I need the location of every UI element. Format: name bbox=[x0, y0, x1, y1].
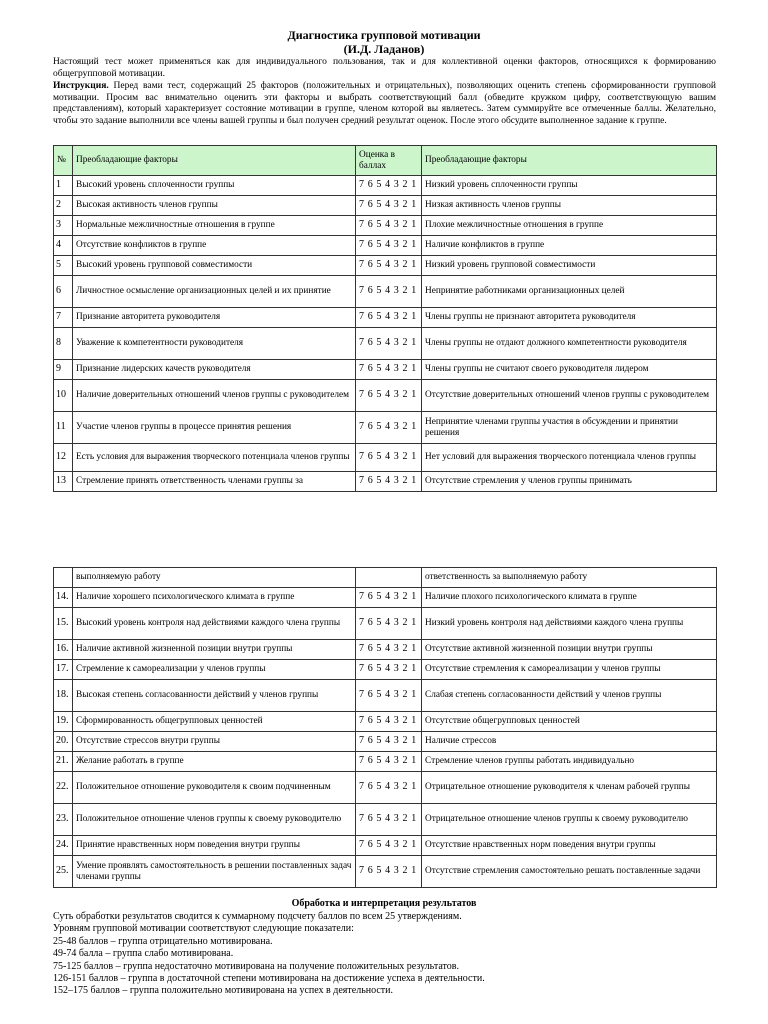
continuation-row bbox=[54, 568, 717, 588]
row-score: 7 6 5 4 3 2 1 bbox=[356, 856, 422, 888]
row-right-factor: Низкий уровень сплоченности группы bbox=[422, 176, 717, 196]
table-row bbox=[54, 712, 717, 732]
row-right-factor: Отсутствие активной жизненной позиции внутри группы bbox=[422, 640, 717, 660]
row-score: 7 6 5 4 3 2 1 bbox=[356, 236, 422, 256]
row-num: 2 bbox=[54, 196, 73, 216]
row-num: 9 bbox=[54, 360, 73, 380]
row-num: 18. bbox=[54, 680, 73, 712]
row-score: 7 6 5 4 3 2 1 bbox=[356, 360, 422, 380]
row-left-factor: Высокий уровень контроля над действиями каждого члена группы bbox=[73, 608, 356, 640]
factors-table-part1 bbox=[53, 145, 717, 492]
row-right-factor: Члены группы не признают авторитета руководителя bbox=[422, 308, 717, 328]
table-row bbox=[54, 412, 717, 444]
row-score: 7 6 5 4 3 2 1 bbox=[356, 256, 422, 276]
row-score: 7 6 5 4 3 2 1 bbox=[356, 712, 422, 732]
row-num: 10 bbox=[54, 380, 73, 412]
row-right-factor: ответственность за выполняемую работу bbox=[422, 568, 717, 588]
row-right-factor: Низкий уровень контроля над действиями каждого члена группы bbox=[422, 608, 717, 640]
row-right-factor: Отрицательное отношение членов группы к своему руководителю bbox=[422, 804, 717, 836]
row-right-factor: Наличие плохого психологического климата в группе bbox=[422, 588, 717, 608]
row-left-factor: Стремление принять ответственность членами группы за bbox=[73, 472, 356, 492]
row-right-factor: Отрицательное отношение руководителя к членам рабочей группы bbox=[422, 772, 717, 804]
row-score: 7 6 5 4 3 2 1 bbox=[356, 752, 422, 772]
row-right-factor: Отсутствие стремления к самореализации у членов группы bbox=[422, 660, 717, 680]
intro-text: Настоящий тест может применяться как для индивидуального пользования, так и для коллективной оценки факторов, относящихся к формированию общегрупповой мотивации. bbox=[53, 57, 716, 79]
row-right-factor: Отсутствие стремления у членов группы принимать bbox=[422, 472, 717, 492]
row-num: 14. bbox=[54, 588, 73, 608]
results-line: 25-48 баллов – группа отрицательно мотивирована. bbox=[53, 935, 273, 947]
row-right-factor: Плохие межличностные отношения в группе bbox=[422, 216, 717, 236]
intro-paragraph bbox=[53, 57, 716, 80]
row-num: 5 bbox=[54, 256, 73, 276]
row-right-factor: Стремление членов группы работать индивидуально bbox=[422, 752, 717, 772]
table-row bbox=[54, 444, 717, 472]
row-left-factor: Умение проявлять самостоятельность в решении поставленных задач членами группы bbox=[73, 856, 356, 888]
row-score: 7 6 5 4 3 2 1 bbox=[356, 176, 422, 196]
row-left-factor: Сформированность общегрупповых ценностей bbox=[73, 712, 356, 732]
table-row bbox=[54, 856, 717, 888]
row-left-factor: Наличие доверительных отношений членов группы с руководителем bbox=[73, 380, 356, 412]
instruction-label: Инструкция. bbox=[53, 81, 109, 91]
row-left-factor: Наличие активной жизненной позиции внутри группы bbox=[73, 640, 356, 660]
row-right-factor: Отсутствие стремления самостоятельно решать поставленные задачи bbox=[422, 856, 717, 888]
table-row bbox=[54, 236, 717, 256]
table-row bbox=[54, 308, 717, 328]
table-row bbox=[54, 752, 717, 772]
table-row bbox=[54, 680, 717, 712]
row-right-factor: Отсутствие нравственных норм поведения внутри группы bbox=[422, 836, 717, 856]
document-title: Диагностика групповой мотивации bbox=[287, 28, 481, 42]
header-num: № bbox=[54, 146, 73, 176]
table-row bbox=[54, 608, 717, 640]
row-score: 7 6 5 4 3 2 1 bbox=[356, 444, 422, 472]
row-left-factor: Желание работать в группе bbox=[73, 752, 356, 772]
row-score: 7 6 5 4 3 2 1 bbox=[356, 380, 422, 412]
row-left-factor: Признание авторитета руководителя bbox=[73, 308, 356, 328]
row-num: 12 bbox=[54, 444, 73, 472]
row-num: 4 bbox=[54, 236, 73, 256]
row-left-factor: Нормальные межличностные отношения в группе bbox=[73, 216, 356, 236]
row-score: 7 6 5 4 3 2 1 bbox=[356, 196, 422, 216]
table-row bbox=[54, 216, 717, 236]
table-row bbox=[54, 380, 717, 412]
table-row bbox=[54, 772, 717, 804]
results-line: 126-151 баллов – группа в достаточной степени мотивирована на достижение успеха в деятельности. bbox=[53, 973, 485, 985]
row-num: 17. bbox=[54, 660, 73, 680]
row-num: 1 bbox=[54, 176, 73, 196]
row-right-factor: Наличие стрессов bbox=[422, 732, 717, 752]
results-text bbox=[53, 911, 716, 998]
row-left-factor: выполняемую работу bbox=[73, 568, 356, 588]
header-factors-left: Преобладающие факторы bbox=[73, 146, 356, 176]
row-right-factor: Непринятие работниками организационных целей bbox=[422, 276, 717, 308]
row-right-factor: Нет условий для выражения творческого потенциала членов группы bbox=[422, 444, 717, 472]
row-num: 15. bbox=[54, 608, 73, 640]
row-left-factor: Стремление к самореализации у членов группы bbox=[73, 660, 356, 680]
instruction-paragraph bbox=[53, 81, 716, 127]
results-line: Уровням групповой мотивации соответствуют следующие показатели: bbox=[53, 923, 354, 935]
header-score: Оценка в баллах bbox=[356, 146, 422, 176]
row-num bbox=[54, 568, 73, 588]
row-left-factor: Высокая степень согласованности действий у членов группы bbox=[73, 680, 356, 712]
table-row bbox=[54, 640, 717, 660]
row-num: 3 bbox=[54, 216, 73, 236]
row-score: 7 6 5 4 3 2 1 bbox=[356, 680, 422, 712]
row-score: 7 6 5 4 3 2 1 bbox=[356, 328, 422, 360]
row-score: 7 6 5 4 3 2 1 bbox=[356, 608, 422, 640]
row-score: 7 6 5 4 3 2 1 bbox=[356, 772, 422, 804]
table-row bbox=[54, 472, 717, 492]
row-score: 7 6 5 4 3 2 1 bbox=[356, 308, 422, 328]
table-row bbox=[54, 804, 717, 836]
row-right-factor: Низкий уровень групповой совместимости bbox=[422, 256, 717, 276]
table-row bbox=[54, 176, 717, 196]
row-score bbox=[356, 568, 422, 588]
table-row bbox=[54, 836, 717, 856]
row-score: 7 6 5 4 3 2 1 bbox=[356, 276, 422, 308]
table-header-row bbox=[54, 146, 717, 176]
row-num: 7 bbox=[54, 308, 73, 328]
table-row bbox=[54, 256, 717, 276]
row-left-factor: Отсутствие стрессов внутри группы bbox=[73, 732, 356, 752]
table-row bbox=[54, 276, 717, 308]
row-num: 23. bbox=[54, 804, 73, 836]
row-left-factor: Высокая активность членов группы bbox=[73, 196, 356, 216]
row-left-factor: Участие членов группы в процессе принятия решения bbox=[73, 412, 356, 444]
row-right-factor: Низкая активность членов группы bbox=[422, 196, 717, 216]
row-num: 21. bbox=[54, 752, 73, 772]
row-left-factor: Отсутствие конфликтов в группе bbox=[73, 236, 356, 256]
row-left-factor: Есть условия для выражения творческого потенциала членов группы bbox=[73, 444, 356, 472]
results-line: 75-125 баллов – группа недостаточно мотивирована на получение положительных результатов. bbox=[53, 960, 459, 972]
table-row bbox=[54, 660, 717, 680]
row-score: 7 6 5 4 3 2 1 bbox=[356, 660, 422, 680]
row-num: 13 bbox=[54, 472, 73, 492]
table-row bbox=[54, 360, 717, 380]
row-right-factor: Слабая степень согласованности действий у членов группы bbox=[422, 680, 717, 712]
row-right-factor: Члены группы не отдают должного компетентности руководителя bbox=[422, 328, 717, 360]
row-num: 22. bbox=[54, 772, 73, 804]
row-right-factor: Члены группы не считают своего руководителя лидером bbox=[422, 360, 717, 380]
row-num: 20. bbox=[54, 732, 73, 752]
table-row bbox=[54, 732, 717, 752]
row-left-factor: Высокий уровень сплоченности группы bbox=[73, 176, 356, 196]
row-num: 16. bbox=[54, 640, 73, 660]
factors-table-part2 bbox=[53, 567, 717, 888]
row-left-factor: Уважение к компетентности руководителя bbox=[73, 328, 356, 360]
row-right-factor: Непринятие членами группы участия в обсуждении и принятии решения bbox=[422, 412, 717, 444]
row-left-factor: Принятие нравственных норм поведения внутри группы bbox=[73, 836, 356, 856]
row-num: 24. bbox=[54, 836, 73, 856]
row-score: 7 6 5 4 3 2 1 bbox=[356, 836, 422, 856]
results-line: 49-74 балла – группа слабо мотивирована. bbox=[53, 948, 234, 960]
row-right-factor: Отсутствие доверительных отношений членов группы с руководителем bbox=[422, 380, 717, 412]
row-num: 6 bbox=[54, 276, 73, 308]
row-left-factor: Положительное отношение членов группы к своему руководителю bbox=[73, 804, 356, 836]
results-title: Обработка и интерпретация результатов bbox=[291, 898, 477, 909]
row-left-factor: Наличие хорошего психологического климата в группе bbox=[73, 588, 356, 608]
row-left-factor: Личностное осмысление организационных целей и их принятие bbox=[73, 276, 356, 308]
results-line: 152–175 баллов – группа положительно мотивирована на успех в деятельности. bbox=[53, 985, 394, 997]
row-num: 11 bbox=[54, 412, 73, 444]
row-right-factor: Отсутствие общегрупповых ценностей bbox=[422, 712, 717, 732]
table-row bbox=[54, 328, 717, 360]
row-score: 7 6 5 4 3 2 1 bbox=[356, 588, 422, 608]
row-left-factor: Высокий уровень групповой совместимости bbox=[73, 256, 356, 276]
table-row bbox=[54, 196, 717, 216]
results-line: Суть обработки результатов сводится к суммарному подсчету баллов по всем 25 утверждениям. bbox=[53, 911, 462, 922]
row-score: 7 6 5 4 3 2 1 bbox=[356, 804, 422, 836]
document-author: (И.Д. Ладанов) bbox=[343, 42, 425, 56]
row-score: 7 6 5 4 3 2 1 bbox=[356, 216, 422, 236]
header-factors-right: Преобладающие факторы bbox=[422, 146, 717, 176]
row-score: 7 6 5 4 3 2 1 bbox=[356, 732, 422, 752]
row-right-factor: Наличие конфликтов в группе bbox=[422, 236, 717, 256]
row-num: 8 bbox=[54, 328, 73, 360]
row-left-factor: Признание лидерских качеств руководителя bbox=[73, 360, 356, 380]
row-num: 25. bbox=[54, 856, 73, 888]
table-row bbox=[54, 588, 717, 608]
row-score: 7 6 5 4 3 2 1 bbox=[356, 640, 422, 660]
row-left-factor: Положительное отношение руководителя к своим подчиненным bbox=[73, 772, 356, 804]
row-score: 7 6 5 4 3 2 1 bbox=[356, 472, 422, 492]
row-score: 7 6 5 4 3 2 1 bbox=[356, 412, 422, 444]
row-num: 19. bbox=[54, 712, 73, 732]
instruction-text: Перед вами тест, содержащий 25 факторов (положительных и отрицательных), позволяющих оценить степень сформированности групповой мотивации. Просим вас внимательно оценить эти факторы и выбрать соответствующий балл (обведите кружком цифру, соответствующую вашим представлениям), который характеризует состояние мотивации в группе, членом которой вы являетесь. Затем суммируйте все отмеченные баллы. Желательно, чтобы это задание выполнили все члены вашей группы и был получен средний результат оценок. После этого обсудите выполненное задание к группе. bbox=[53, 81, 716, 126]
